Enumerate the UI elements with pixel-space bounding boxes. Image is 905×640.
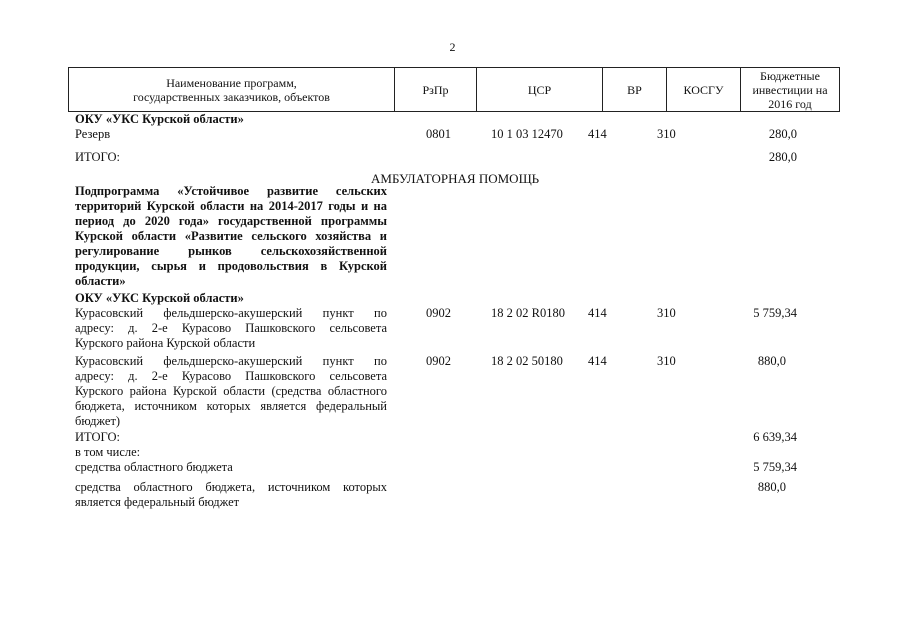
row-rzpr: 0801 [426,127,451,141]
section1-org: ОКУ «УКС Курской области» [75,112,244,126]
federal-budget-amount: 880,0 [757,480,786,494]
regional-budget-label: средства областного бюджета [75,460,233,474]
row-kosgu: 310 [657,127,676,141]
row-csr: 18 2 02 50180 [491,354,563,368]
row-name: Курасовский фельдшерско-акушерский пункт по адресу: д. 2-е Курасово Пашковского сельсовета Курского района Курской области (средства областного бюджета, источником которых является федеральный бюджет) [75,354,387,428]
header-vr: ВР [603,68,667,111]
header-csr: ЦСР [477,68,603,111]
row-kosgu: 310 [657,354,676,368]
row-vr: 414 [588,354,607,368]
including-label: в том числе: [75,445,141,459]
section2-total-label: ИТОГО: [75,430,120,444]
row-rzpr: 0902 [426,354,451,368]
header-name: Наименование программ, государственных заказчиков, объектов [69,68,395,111]
header-investments: Бюджетные инвестиции на 2016 год [752,68,828,111]
row-csr: 10 1 03 12470 [491,127,563,141]
row-name: Резерв [75,127,111,141]
section2-org: ОКУ «УКС Курской области» [75,291,244,305]
table-header [68,67,840,112]
page-number: 2 [449,40,456,54]
federal-budget-label: средства областного бюджета, источником которых является федеральный бюджет [75,480,387,509]
row-vr: 414 [588,127,607,141]
row-amount: 280,0 [768,127,797,141]
subprogram-text: Подпрограмма «Устойчивое развитие сельских территорий Курской области на 2014-2017 годы и на период до 2020 года» государственной программы Курской области «Развитие сельского хозяйства и регулирование рынков сельскохозяйственной продукции, сырья и продовольствия в Курской области» [75,184,387,288]
row-amount: 5 759,34 [753,306,797,320]
section2-title: АМБУЛАТОРНАЯ ПОМОЩЬ [371,171,540,186]
row-vr: 414 [588,306,607,320]
section1-total-label: ИТОГО: [75,150,120,164]
row-kosgu: 310 [657,306,676,320]
regional-budget-amount: 5 759,34 [753,460,797,474]
header-rzpr: РзПр [395,68,477,111]
section1-total-amount: 280,0 [768,150,797,164]
row-csr: 18 2 02 R0180 [491,306,565,320]
row-name: Курасовский фельдшерско-акушерский пункт по адресу: д. 2-е Курасово Пашковского сельсовета Курского района Курской области [75,306,387,350]
section2-total-amount: 6 639,34 [753,430,797,444]
header-kosgu: КОСГУ [667,68,741,111]
row-rzpr: 0902 [426,306,451,320]
row-amount: 880,0 [757,354,786,368]
